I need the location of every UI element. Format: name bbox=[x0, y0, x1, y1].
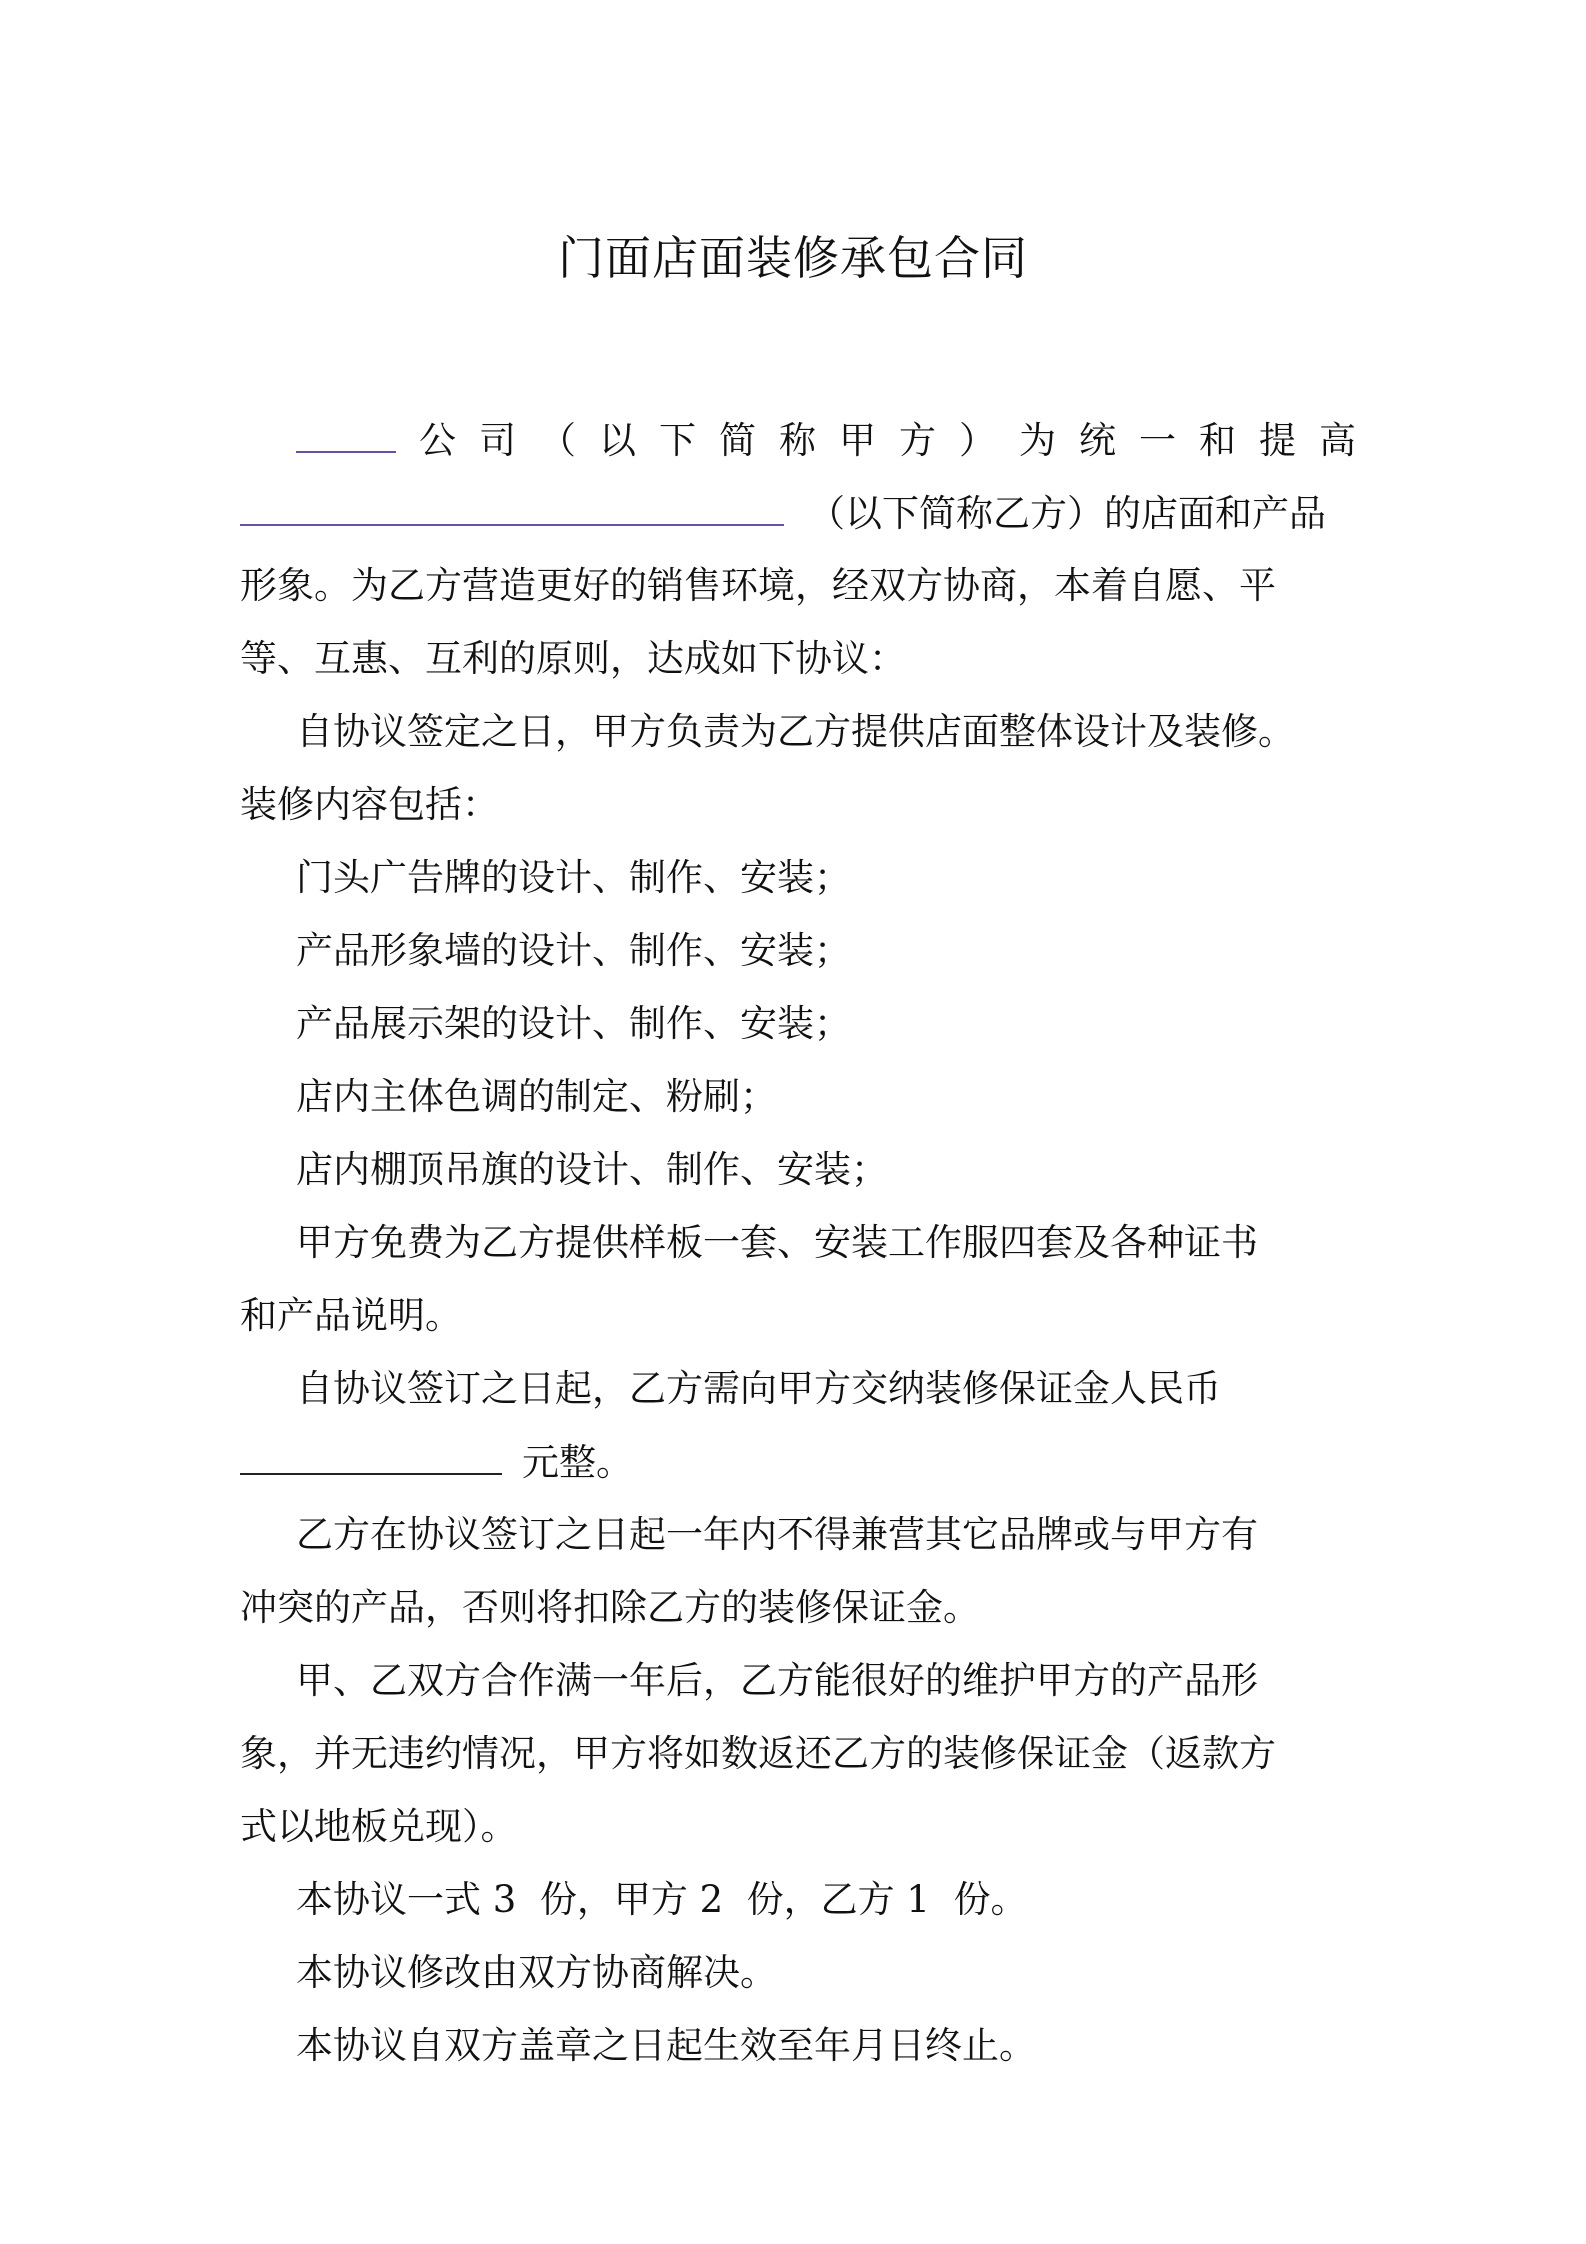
para4-line2 bbox=[240, 1433, 1350, 1491]
para1-char: 和 bbox=[1199, 419, 1236, 462]
deposit-amount-blank bbox=[240, 1433, 502, 1475]
para6-line2: 象，并无违约情况，甲方将如数返还乙方的装修保证金（返款方 bbox=[240, 1732, 1276, 1775]
list-item: 产品形象墙的设计、制作、安装； bbox=[296, 929, 851, 972]
para1-char: 简 bbox=[719, 419, 756, 462]
para2-line1: 自协议签定之日，甲方负责为乙方提供店面整体设计及装修。 bbox=[296, 710, 1295, 753]
para3-line2: 和产品说明。 bbox=[240, 1294, 462, 1337]
para1-line2 bbox=[240, 484, 1350, 542]
para1-char: 公 bbox=[419, 419, 456, 462]
para3-line1: 甲方免费为乙方提供样板一套、安装工作服四套及各种证书 bbox=[296, 1221, 1258, 1264]
para6-line3: 式以地板兑现）。 bbox=[240, 1805, 518, 1848]
para1-line4: 等、互惠、互利的原则，达成如下协议： bbox=[240, 637, 906, 680]
para1-char: 司 bbox=[479, 419, 516, 462]
para1-char: 统 bbox=[1079, 419, 1116, 462]
document-title: 门面店面装修承包合同 bbox=[558, 231, 1028, 285]
para1-char: 以 bbox=[599, 419, 636, 462]
list-item: 店内棚顶吊旗的设计、制作、安装； bbox=[296, 1148, 888, 1191]
para1-line1 bbox=[296, 411, 1356, 469]
para1-char: 高 bbox=[1319, 419, 1356, 462]
para8: 本协议修改由双方协商解决。 bbox=[296, 1951, 777, 1994]
para1-char: 为 bbox=[1019, 419, 1056, 462]
para1-char: 甲 bbox=[839, 419, 876, 462]
para1-line3: 形象。为乙方营造更好的销售环境，经双方协商，本着自愿、平 bbox=[240, 564, 1276, 607]
party-b-name-blank bbox=[240, 484, 784, 526]
para1-char: 称 bbox=[779, 419, 816, 462]
para7: 本协议一式 3 份，甲方 2 份，乙方 1 份。 bbox=[296, 1878, 1028, 1921]
para1-line2-text: （以下简称乙方）的店面和产品 bbox=[808, 492, 1326, 535]
para1-char: 一 bbox=[1139, 419, 1176, 462]
list-item: 产品展示架的设计、制作、安装； bbox=[296, 1002, 851, 1045]
para5-line2: 冲突的产品，否则将扣除乙方的装修保证金。 bbox=[240, 1586, 980, 1629]
para6-line1: 甲、乙双方合作满一年后，乙方能很好的维护甲方的产品形 bbox=[296, 1659, 1258, 1702]
para1-char: ） bbox=[959, 419, 996, 462]
para1-char: 方 bbox=[899, 419, 936, 462]
para1-char: 下 bbox=[659, 419, 696, 462]
company-name-blank bbox=[296, 411, 396, 453]
para2-line2: 装修内容包括： bbox=[240, 783, 499, 826]
para1-char: （ bbox=[539, 419, 576, 462]
list-item: 门头广告牌的设计、制作、安装； bbox=[296, 856, 851, 899]
list-item: 店内主体色调的制定、粉刷； bbox=[296, 1075, 777, 1118]
para1-char: 提 bbox=[1259, 419, 1296, 462]
para4-line1: 自协议签订之日起，乙方需向甲方交纳装修保证金人民币 bbox=[296, 1367, 1221, 1410]
para9: 本协议自双方盖章之日起生效至年月日终止。 bbox=[296, 2024, 1036, 2067]
para5-line1: 乙方在协议签订之日起一年内不得兼营其它品牌或与甲方有 bbox=[296, 1513, 1258, 1556]
para4-line2-suffix: 元整。 bbox=[522, 1441, 633, 1484]
